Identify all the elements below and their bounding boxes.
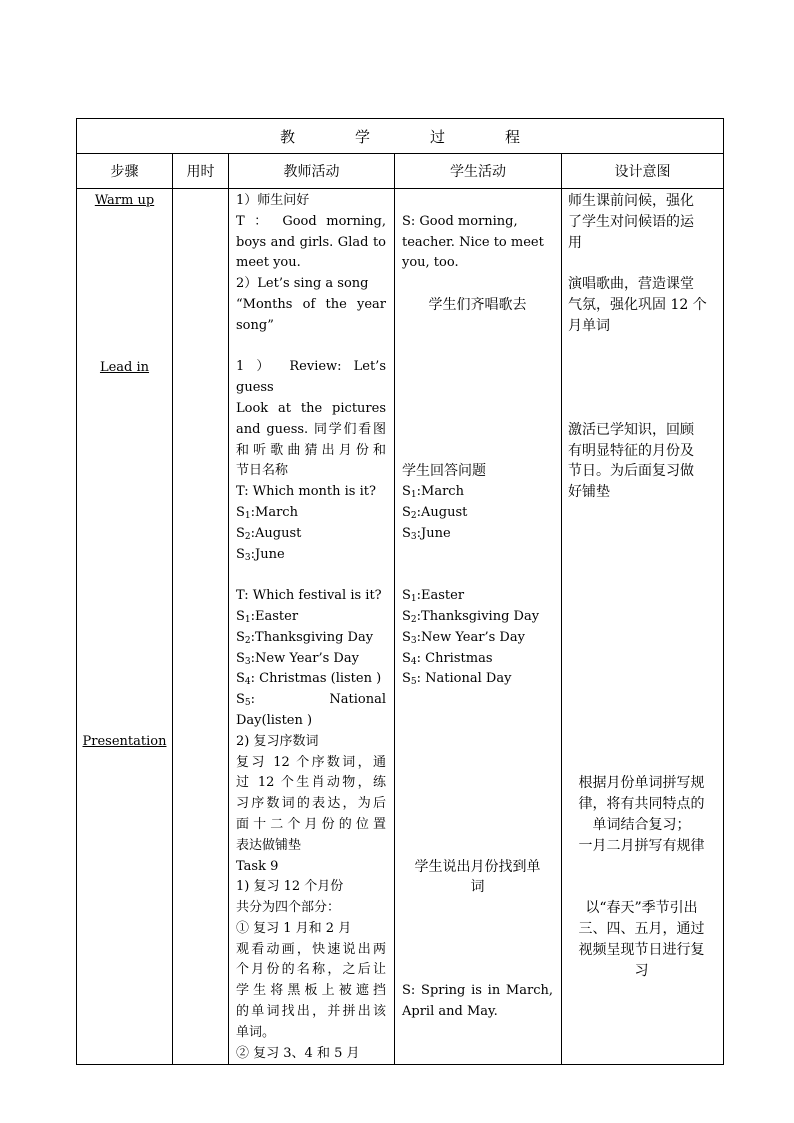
teacher-line: T: Which month is it? [236,484,376,500]
teacher-line: boys and girls. Glad to [236,234,386,250]
teacher-line: ② 复习 3、4 和 5 月 [236,1045,360,1061]
header-step: 步骤 [77,154,173,189]
teacher-line: 和听歌曲猜出月份和 [236,442,386,458]
design-line: 演唱歌曲，营造课堂 [568,276,694,293]
teacher-line: 个月份的名称，之后让 [236,962,386,978]
student-line: 词 [470,879,485,896]
title-char: 程 [505,127,521,146]
header-student-activity: 学生活动 [395,154,562,189]
design-line: 气氛，强化巩固 12 个 [568,296,707,313]
design-line: 月单词 [568,317,610,334]
design-line: 了学生对问候语的运 [568,213,694,230]
student-line: $S_5$: National Day [402,671,512,688]
teacher-line: song” [236,317,274,333]
design-line: 激活已学知识，回顾 [568,421,694,438]
teacher-line: $S_3:June$ [236,546,285,563]
student-line: $S_3:June$ [402,525,451,542]
student-line: S: Spring is in March, [402,983,553,999]
teacher-line: $S_1:Easter$ [236,608,299,625]
header-time: 用时 [173,154,229,189]
teacher-line: 1 ） Review: Let’s [236,359,386,375]
teacher-line: 观看动画，快速说出两 [236,941,386,957]
design-line: 单词结合复习； [592,816,691,833]
teacher-line: Look at the pictures [236,400,386,416]
teacher-line: 习序数词的表达，为后 [236,796,386,812]
design-intent-column [562,189,724,1065]
student-line: $S_2:August$ [402,504,468,521]
teacher-line: 学生将黑板上被遮挡 [236,983,386,999]
teacher-line: 2）Let’s sing a song [236,276,369,292]
teacher-line: and guess. 同学们看图 [236,421,386,437]
teacher-line: T ： Good morning, [236,213,386,229]
design-line: 节日。为后面复习做 [568,463,694,480]
step-column [77,189,173,1065]
teacher-line: $S_4$: Christmas (listen ) [236,671,382,688]
teacher-line: guess [236,380,274,396]
teacher-line: $S_2:Thanksgiving$ Day [236,629,374,646]
teacher-line: 过 12 个生肖动物，练 [236,775,386,791]
teacher-line: 单词。 [236,1024,276,1040]
student-line: $S_3:New$ Year’s Day [402,629,525,646]
design-line: 根据月份单词拼写规 [578,775,705,792]
student-line: 学生回答问题 [402,463,486,480]
teacher-line: Task 9 [236,858,279,874]
teacher-line: 节日名称 [236,463,289,479]
teacher-line: meet you. [236,255,301,271]
teacher-line: T: Which festival is it? [236,588,382,604]
title-char: 过 [430,127,446,146]
teacher-line: 1）师生问好 [236,193,310,208]
teacher-line: 1) 复习 12 个月份 [236,879,344,895]
teacher-line: ① 复习 1 月和 2 月 [236,920,352,936]
teacher-line: 面十二个月份的位置 [236,816,386,832]
title-char: 教 [279,127,295,146]
teacher-line: 表达做铺垫 [236,837,302,853]
design-line: 好铺垫 [568,484,610,501]
teacher-line [236,337,386,358]
header-design-intent: 设计意图 [562,154,724,189]
title-char: 学 [355,127,371,146]
student-line: 学生们齐唱歌去 [428,296,527,313]
step-presentation: Presentation [82,734,167,749]
step-warm-up: Warm up [94,193,155,208]
student-line: you, too. [402,255,459,271]
step-lead-in: Lead in [99,360,150,375]
student-activity-column [395,189,562,1065]
design-line: 师生课前问候，强化 [568,193,694,209]
student-line: $S_1:Easter$ [402,588,465,605]
lesson-process-table [76,118,724,1065]
design-line: 律，将有共同特点的 [578,796,705,813]
teacher-line: $S_3:New$ Year’s Day [236,650,359,667]
student-line: S: Good morning, [402,213,518,229]
student-line: $S_2:Thanksgiving$ Day [402,608,540,625]
design-line: 习 [634,962,649,979]
student-line: $S_1:March$ [402,484,464,501]
table-title [77,119,724,154]
teacher-line: 共分为四个部分： [236,900,341,916]
student-line: $S_4$: Christmas [402,650,493,667]
teacher-line: 的单词找出，并拼出该 [236,1004,386,1020]
design-line: 一月二月拼写有规律 [578,837,705,854]
design-line: 三、四、五月，通过 [578,920,705,937]
teacher-line: $S_1:March$ [236,504,298,521]
teacher-line: $S_2:August$ [236,525,302,542]
design-line: 有明显特征的月份及 [568,442,694,459]
teacher-line: $S_5$: National Day(listen ) [236,692,386,728]
design-line: 用 [568,234,582,251]
time-column [173,189,229,1065]
header-teacher-activity: 教师活动 [229,154,395,189]
teacher-line: 复习 12 个序数词，通 [236,754,386,770]
design-line: 视频呈现节日进行复 [578,941,705,958]
teacher-line: 2) 复习序数词 [236,733,319,749]
teacher-line: “Months of the year [236,296,386,312]
teacher-activity-column [229,189,395,1065]
teacher-line [236,565,386,586]
student-line: April and May. [402,1004,498,1020]
student-line: teacher. Nice to meet [402,234,544,250]
student-line: 学生说出月份找到单 [414,858,541,875]
design-line: 以“春天”季节引出 [585,900,698,917]
